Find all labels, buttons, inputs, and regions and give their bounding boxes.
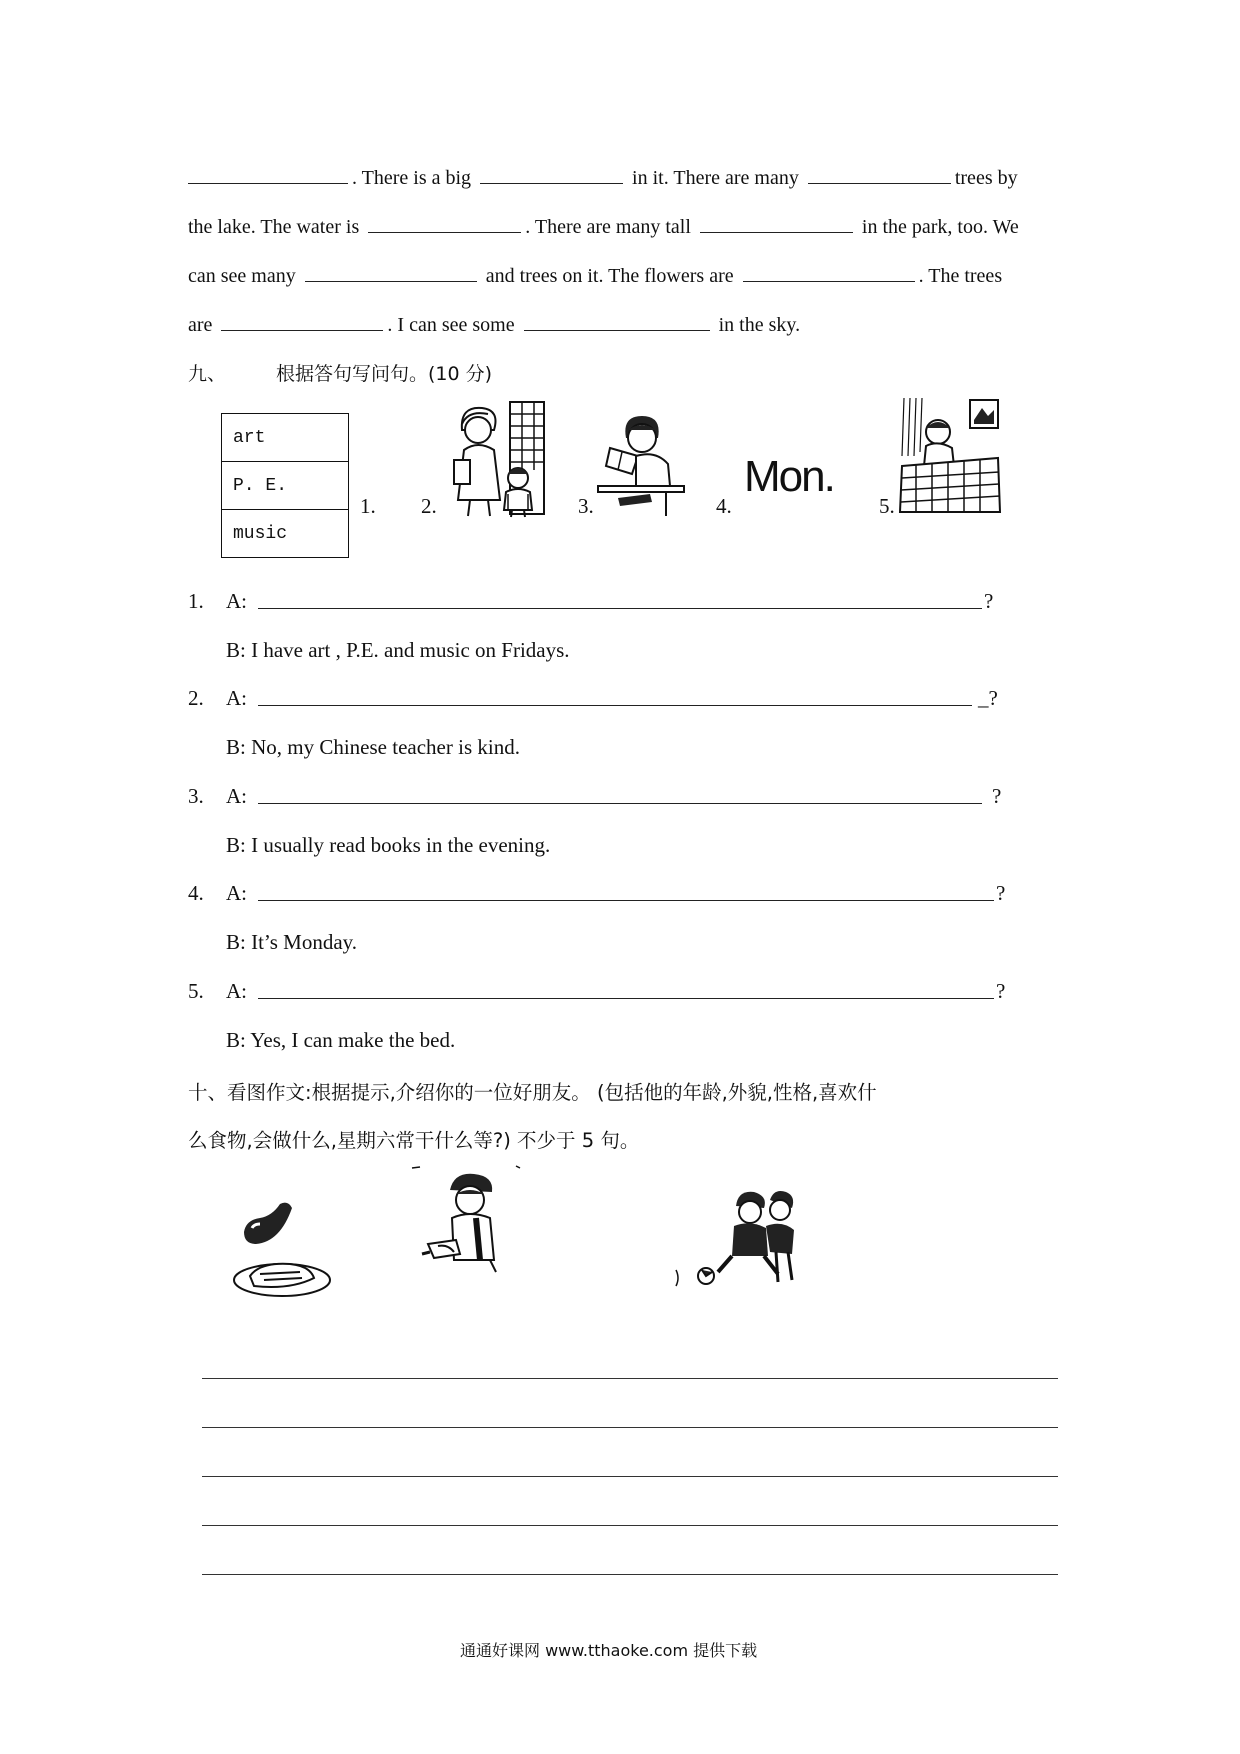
question-a-label: A: <box>226 686 247 710</box>
blank[interactable] <box>700 216 853 233</box>
answer-b-text: B: Yes, I can make the bed. <box>226 1028 456 1052</box>
answer-line-2[interactable] <box>258 705 972 706</box>
question-end: ? <box>996 979 1006 1003</box>
question-a-label: A: <box>226 979 247 1003</box>
blank[interactable] <box>221 314 383 331</box>
blank[interactable] <box>305 265 477 282</box>
passage-text: . I can see some <box>387 314 515 336</box>
passage-text: and trees on it. The flowers are <box>485 265 734 287</box>
question-number: 2. <box>188 686 204 710</box>
passage-text: can see many <box>188 265 296 287</box>
boy-making-bed-illustration <box>898 396 1002 514</box>
blank[interactable] <box>368 216 521 233</box>
answer-b-text: B: It’s Monday. <box>226 930 358 954</box>
monday-text: Mon. <box>744 452 834 501</box>
question-end: ? <box>992 784 1002 808</box>
passage-text: . The trees <box>918 265 1003 287</box>
passage-line-3 <box>188 265 1002 286</box>
section-10-instructions-line-2: 么食物,会做什么,星期六常干什么等?) 不少于 5 句。 <box>188 1129 640 1152</box>
subject-table <box>221 413 349 558</box>
subject-cell: art <box>222 414 349 462</box>
girl-reading-illustration <box>596 412 686 516</box>
section-9-number: 九、 <box>188 363 227 385</box>
question-a-label: A: <box>226 589 247 613</box>
answer-line-4[interactable] <box>258 900 994 901</box>
section-10-instructions-line-1: 十、看图作文:根据提示,介绍你的一位好朋友。 (包括他的年龄,外貌,性格,喜欢什 <box>188 1081 877 1104</box>
answer-line-1[interactable] <box>258 608 982 609</box>
blank[interactable] <box>188 167 348 184</box>
section-9-heading: 根据答句写问句。(10 分) <box>276 363 493 385</box>
question-number: 1. <box>188 589 204 613</box>
question-a-label: A: <box>226 881 247 905</box>
teacher-student-illustration <box>448 400 548 518</box>
blank[interactable] <box>808 167 951 184</box>
passage-text: are <box>188 314 213 336</box>
question-a-label: A: <box>226 784 247 808</box>
writing-line[interactable] <box>202 1378 1058 1379</box>
question-end: ? <box>984 589 994 613</box>
passage-text: . There are many tall <box>525 216 691 238</box>
picture-label-2: 2. <box>421 494 437 518</box>
answer-b-text: B: No, my Chinese teacher is kind. <box>226 735 520 759</box>
passage-text: in it. There are many <box>632 167 799 189</box>
passage-text: in the park, too. We <box>861 216 1019 238</box>
writing-line[interactable] <box>202 1427 1058 1428</box>
answer-b-text: B: I have art , P.E. and music on Fridays. <box>226 638 570 662</box>
question-end: _? <box>978 686 998 710</box>
answer-line-5[interactable] <box>258 998 994 999</box>
answer-b-text: B: I usually read books in the evening. <box>226 833 551 857</box>
page-footer: 通通好课网 www.tthaoke.com 提供下载 <box>460 1641 758 1660</box>
passage-text: . There is a big <box>352 167 472 189</box>
boy-cooking-illustration <box>404 1160 524 1280</box>
passage-line-4 <box>188 314 800 335</box>
writing-line[interactable] <box>202 1525 1058 1526</box>
question-number: 3. <box>188 784 204 808</box>
food-illustration <box>230 1198 336 1302</box>
blank[interactable] <box>480 167 623 184</box>
blank[interactable] <box>743 265 915 282</box>
subject-cell: P. E. <box>222 462 349 510</box>
passage-text: in the sky. <box>718 314 801 336</box>
blank[interactable] <box>524 314 710 331</box>
kids-playing-football-illustration <box>670 1186 810 1294</box>
passage-text: trees by <box>954 167 1018 189</box>
picture-label-1: 1. <box>360 494 376 518</box>
question-number: 5. <box>188 979 204 1003</box>
passage-line-2 <box>188 216 1019 237</box>
picture-label-5: 5. <box>879 494 895 518</box>
writing-line[interactable] <box>202 1574 1058 1575</box>
passage-line-1 <box>188 167 1018 188</box>
passage-text: the lake. The water is <box>188 216 360 238</box>
question-number: 4. <box>188 881 204 905</box>
question-end: ? <box>996 881 1006 905</box>
answer-line-3[interactable] <box>258 803 982 804</box>
picture-label-4: 4. <box>716 494 732 518</box>
subject-cell: music <box>222 510 349 558</box>
picture-label-3: 3. <box>578 494 594 518</box>
writing-line[interactable] <box>202 1476 1058 1477</box>
